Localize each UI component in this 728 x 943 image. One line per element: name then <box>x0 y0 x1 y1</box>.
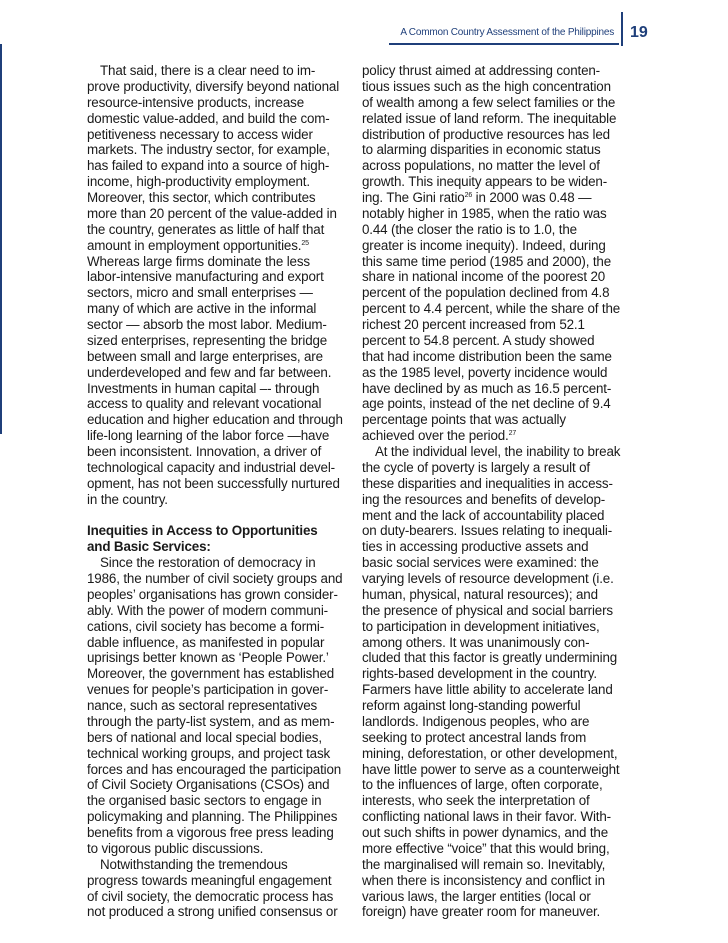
left-text-column <box>87 63 345 920</box>
line-text: has failed to expand into a source of high- <box>87 158 330 174</box>
right-column-line <box>362 619 630 635</box>
right-column-line <box>362 714 630 730</box>
left-column-line <box>87 381 345 397</box>
line-text: forces and has encouraged the participation <box>87 761 342 777</box>
line-text: ment and the lack of accountability placed <box>362 507 605 523</box>
left-column-line <box>87 127 345 143</box>
left-column-line <box>87 555 345 571</box>
left-column-line <box>87 762 345 778</box>
left-column-line <box>87 79 345 95</box>
left-column-line <box>87 111 345 127</box>
footnote-marker: 27 <box>508 430 517 438</box>
left-column-line <box>87 857 345 873</box>
line-text: Inequities in Access to Opportunities <box>87 523 318 539</box>
line-text: Investments in human capital –- through <box>87 380 320 396</box>
left-column-line <box>87 254 345 270</box>
right-column-line <box>362 95 630 111</box>
line-text: the marginalised will remain so. Inevitably, <box>362 856 606 872</box>
left-column-line <box>87 571 345 587</box>
left-column-line <box>87 492 345 508</box>
line-text: That said, there is a clear need to im- <box>100 63 316 78</box>
line-text: reform against long-standing powerful <box>362 698 581 713</box>
line-text: the presence of physical and social barriers <box>362 602 613 618</box>
line-text: sized enterprises, representing the bridge <box>87 332 328 348</box>
left-column-line <box>87 238 345 254</box>
left-column-line <box>87 714 345 730</box>
right-column-line <box>362 127 630 143</box>
line-text: benefits from a vigorous free press leading <box>87 825 334 840</box>
line-text: bers of national and local special bodies, <box>87 729 322 745</box>
line-text: Moreover, the government has established <box>87 666 335 682</box>
line-text: among others. It was unanimously con- <box>362 634 590 650</box>
line-text: 1986, the number of civil society groups and <box>87 571 343 586</box>
left-column-line <box>87 873 345 889</box>
line-text: progress towards meaningful engagement <box>87 872 332 888</box>
right-column-line <box>362 396 630 412</box>
right-column-line <box>362 857 630 873</box>
line-text: Farmers have little ability to accelerate land <box>362 682 613 698</box>
line-text: foreign) have greater room for maneuver. <box>362 904 601 920</box>
right-column-line <box>362 206 630 222</box>
left-column-line <box>87 889 345 905</box>
right-column-line <box>362 142 630 158</box>
line-text: venues for people’s participation in gover- <box>87 682 329 698</box>
left-column-line <box>87 269 345 285</box>
line-text: of civil society, the democratic process has <box>87 888 334 904</box>
line-text: 0.44 (the closer the ratio is to 1.0, the <box>362 221 577 237</box>
left-column-line <box>87 428 345 444</box>
right-column-line <box>362 603 630 619</box>
line-text: access to quality and relevant vocational <box>87 396 322 412</box>
right-column-line <box>362 238 630 254</box>
left-column-line <box>87 825 345 841</box>
line-text: policy thrust aimed at addressing conten- <box>362 63 600 78</box>
left-column-line <box>87 190 345 206</box>
left-column-line <box>87 698 345 714</box>
line-text: when there is inconsistency and conflict in <box>362 872 605 888</box>
line-text: sector — absorb the most labor. Medium- <box>87 317 327 332</box>
left-column-line <box>87 904 345 920</box>
line-text: this same time period (1985 and 2000), the <box>362 253 612 269</box>
line-text: tious issues such as the high concentration <box>362 78 611 94</box>
line-text: technical working groups, and project task <box>87 745 331 761</box>
right-column-line <box>362 333 630 349</box>
line-text: petitiveness necessary to access wider <box>87 126 313 142</box>
line-text: markets. The industry sector, for example, <box>87 142 330 158</box>
left-column-line <box>87 539 345 555</box>
right-column-line <box>362 539 630 555</box>
right-text-column <box>362 63 630 920</box>
right-column-line <box>362 635 630 651</box>
right-column-line <box>362 412 630 428</box>
left-column-line <box>87 460 345 476</box>
right-column-line <box>362 889 630 905</box>
line-text: ties in accessing productive assets and <box>362 539 589 555</box>
line-text: out such shifts in power dynamics, and the <box>362 825 609 840</box>
line-text: sectors, micro and small enterprises — <box>87 285 313 301</box>
line-text: more than 20 percent of the value-added in <box>87 205 337 221</box>
line-text: labor-intensive manufacturing and export <box>87 269 324 285</box>
left-margin-rule <box>0 44 2 434</box>
line-text: greater is income inequity). Indeed, during <box>362 237 606 253</box>
line-text: the cycle of poverty is largely a result of <box>362 459 590 475</box>
left-column-line <box>87 333 345 349</box>
line-text: through the party-list system, and as mem- <box>87 713 335 729</box>
line-text: income, high-productivity employment. <box>87 174 310 190</box>
right-column-line <box>362 555 630 571</box>
line-text: share in national income of the poorest 20 <box>362 269 606 285</box>
line-text: amount in employment opportunities. <box>87 237 302 253</box>
right-column-line <box>362 492 630 508</box>
line-text: these disparities and inequalities in access- <box>362 475 613 491</box>
line-text: education and higher education and through <box>87 412 343 428</box>
right-column-line <box>362 349 630 365</box>
line-text: varying levels of resource development (i.e. <box>362 571 614 586</box>
right-column-line <box>362 650 630 666</box>
running-header-title: A Common Country Assessment of the Philippines <box>400 27 614 38</box>
line-text: dable influence, as manifested in popular <box>87 634 325 650</box>
line-text: uprisings better known as ‘People Power.’ <box>87 650 329 666</box>
line-text: nance, such as sectoral representatives <box>87 698 318 713</box>
line-text: mining, deforestation, or other development, <box>362 745 618 761</box>
right-column-line <box>362 777 630 793</box>
left-column-line <box>87 396 345 412</box>
right-column-line <box>362 317 630 333</box>
left-column-line <box>87 809 345 825</box>
left-column-line <box>87 412 345 428</box>
left-column-line <box>87 301 345 317</box>
footnote-marker: 25 <box>301 239 309 247</box>
right-column-line <box>362 285 630 301</box>
left-column-line <box>87 174 345 190</box>
line-text: human, physical, natural resources); and <box>362 586 598 602</box>
right-column-line <box>362 301 630 317</box>
line-text: ably. With the power of modern communi- <box>87 602 328 618</box>
line-text: that had income distribution been the same <box>362 348 612 364</box>
line-text: richest 20 percent increased from 52.1 <box>362 317 585 332</box>
left-column-line <box>87 158 345 174</box>
left-column-line <box>87 365 345 381</box>
left-column-line <box>87 444 345 460</box>
line-text: between small and large enterprises, are <box>87 348 323 364</box>
left-column-line <box>87 619 345 635</box>
left-column-line <box>87 650 345 666</box>
right-column-line <box>362 666 630 682</box>
left-column-line <box>87 206 345 222</box>
right-column-line <box>362 571 630 587</box>
line-text: percent to 54.8 percent. A study showed <box>362 332 595 348</box>
right-column-line <box>362 841 630 857</box>
line-text: to alarming disparities in economic status <box>362 142 601 158</box>
left-column-line <box>87 777 345 793</box>
right-column-line <box>362 190 630 206</box>
line-text: notably higher in 1985, when the ratio was <box>362 205 607 221</box>
right-column-line <box>362 269 630 285</box>
right-column-line <box>362 460 630 476</box>
line-text: age points, instead of the net decline of 9.4 <box>362 396 611 412</box>
line-text: cations, civil society has become a formi- <box>87 618 325 634</box>
right-column-line <box>362 508 630 524</box>
line-text: of Civil Society Organisations (CSOs) and <box>87 777 330 793</box>
line-text: domestic value-added, and build the com- <box>87 110 330 126</box>
line-text: various laws, the larger entities (local or <box>362 888 591 904</box>
right-column-line <box>362 682 630 698</box>
right-column-line <box>362 904 630 920</box>
right-column-line <box>362 365 630 381</box>
left-column-line <box>87 841 345 857</box>
line-text: policymaking and planning. The Philippines <box>87 809 338 825</box>
line-text: many of which are active in the informal <box>87 301 317 317</box>
right-column-line <box>362 476 630 492</box>
line-text-continued: in 2000 was 0.48 — <box>472 190 592 205</box>
right-column-line <box>362 587 630 603</box>
right-column-line <box>362 444 630 460</box>
right-column-line <box>362 793 630 809</box>
right-column-line <box>362 428 630 444</box>
left-column-line <box>87 317 345 333</box>
left-column-line <box>87 476 345 492</box>
line-text: underdeveloped and few and far between. <box>87 364 332 380</box>
right-column-line <box>362 222 630 238</box>
right-column-line <box>362 809 630 825</box>
left-column-line <box>87 746 345 762</box>
line-text: ing. The Gini ratio <box>362 190 465 205</box>
line-text: related issue of land reform. The inequitable <box>362 110 617 126</box>
header-separator <box>621 12 623 46</box>
right-column-line <box>362 825 630 841</box>
right-column-line <box>362 79 630 95</box>
line-text: the organised basic sectors to engage in <box>87 793 322 809</box>
line-text: been inconsistent. Innovation, a driver of <box>87 444 322 459</box>
line-text: landlords. Indigenous peoples, who are <box>362 713 590 729</box>
left-column-line <box>87 63 345 79</box>
line-text: technological capacity and industrial devel- <box>87 459 335 475</box>
line-text: resource-intensive products, increase <box>87 94 304 110</box>
line-text: achieved over the period. <box>362 428 509 444</box>
left-column-line <box>87 682 345 698</box>
line-text: have little power to serve as a counterweight <box>362 761 620 777</box>
line-text: in the country. <box>87 491 168 507</box>
line-text: Since the restoration of democracy in <box>100 555 316 571</box>
left-column-line <box>87 349 345 365</box>
line-text: Whereas large firms dominate the less <box>87 253 310 269</box>
line-text: seeking to protect ancestral lands from <box>362 729 587 745</box>
line-text: across populations, no matter the level of <box>362 158 600 174</box>
left-column-line <box>87 793 345 809</box>
left-column-line <box>87 666 345 682</box>
line-text: peoples’ organisations has grown consider- <box>87 586 338 602</box>
line-text: Notwithstanding the tremendous <box>100 856 288 872</box>
line-text: and Basic Services: <box>87 539 211 555</box>
line-text: distribution of productive resources has led <box>362 126 610 142</box>
right-column-line <box>362 746 630 762</box>
line-text: rights-based development in the country. <box>362 666 597 682</box>
left-column-line <box>87 95 345 111</box>
line-text: conflicting national laws in their favor. With- <box>362 809 611 825</box>
left-column-line <box>87 222 345 238</box>
line-text: have declined by as much as 16.5 percent- <box>362 380 612 396</box>
line-text: life-long learning of the labor force —have <box>87 428 330 444</box>
line-text: the country, generates as little of half that <box>87 221 325 237</box>
line-text: to vigorous public discussions. <box>87 840 264 856</box>
right-column-line <box>362 63 630 79</box>
right-column-line <box>362 381 630 397</box>
left-column-line <box>87 142 345 158</box>
right-column-line <box>362 158 630 174</box>
line-text: interests, who seek the interpretation of <box>362 793 590 809</box>
left-column-line <box>87 730 345 746</box>
line-text: on duty-bearers. Issues relating to inequali- <box>362 523 613 539</box>
footnote-marker: 26 <box>464 192 473 199</box>
left-column-line <box>87 523 345 539</box>
right-column-line <box>362 523 630 539</box>
line-text: basic social services were examined: the <box>362 555 599 571</box>
left-column-line <box>87 635 345 651</box>
page-number: 19 <box>630 24 648 41</box>
right-column-line <box>362 254 630 270</box>
line-text: not produced a strong unified consensus or <box>87 904 338 920</box>
line-text: prove productivity, diversify beyond national <box>87 78 340 94</box>
right-column-line <box>362 698 630 714</box>
line-text: At the individual level, the inability to break <box>375 444 621 459</box>
line-text: more effective “voice” that this would bring, <box>362 840 610 856</box>
line-text: cluded that this factor is greatly undermining <box>362 650 618 666</box>
line-text: to the influences of large, often corporate, <box>362 777 603 793</box>
left-column-line <box>87 603 345 619</box>
line-text: growth. This inequity appears to be widen- <box>362 174 608 190</box>
right-column-line <box>362 111 630 127</box>
line-text: as the 1985 level, poverty incidence would <box>362 364 608 380</box>
line-text: percent of the population declined from 4.8 <box>362 285 610 301</box>
right-column-line <box>362 873 630 889</box>
header-rule <box>389 43 619 45</box>
line-text: ing the resources and benefits of develop- <box>362 491 606 507</box>
line-text: Moreover, this sector, which contributes <box>87 190 316 205</box>
left-column-line <box>87 285 345 301</box>
line-text: of wealth among a few select families or the <box>362 94 616 110</box>
line-text: percent to 4.4 percent, while the share of the <box>362 301 621 317</box>
right-column-line <box>362 730 630 746</box>
right-column-line <box>362 174 630 190</box>
line-text: to participation in development initiatives, <box>362 618 600 634</box>
right-column-line <box>362 762 630 778</box>
line-text: opment, has not been successfully nurtured <box>87 475 340 491</box>
left-column-line <box>87 587 345 603</box>
line-text: percentage points that was actually <box>362 412 566 428</box>
left-column-line <box>87 508 345 524</box>
